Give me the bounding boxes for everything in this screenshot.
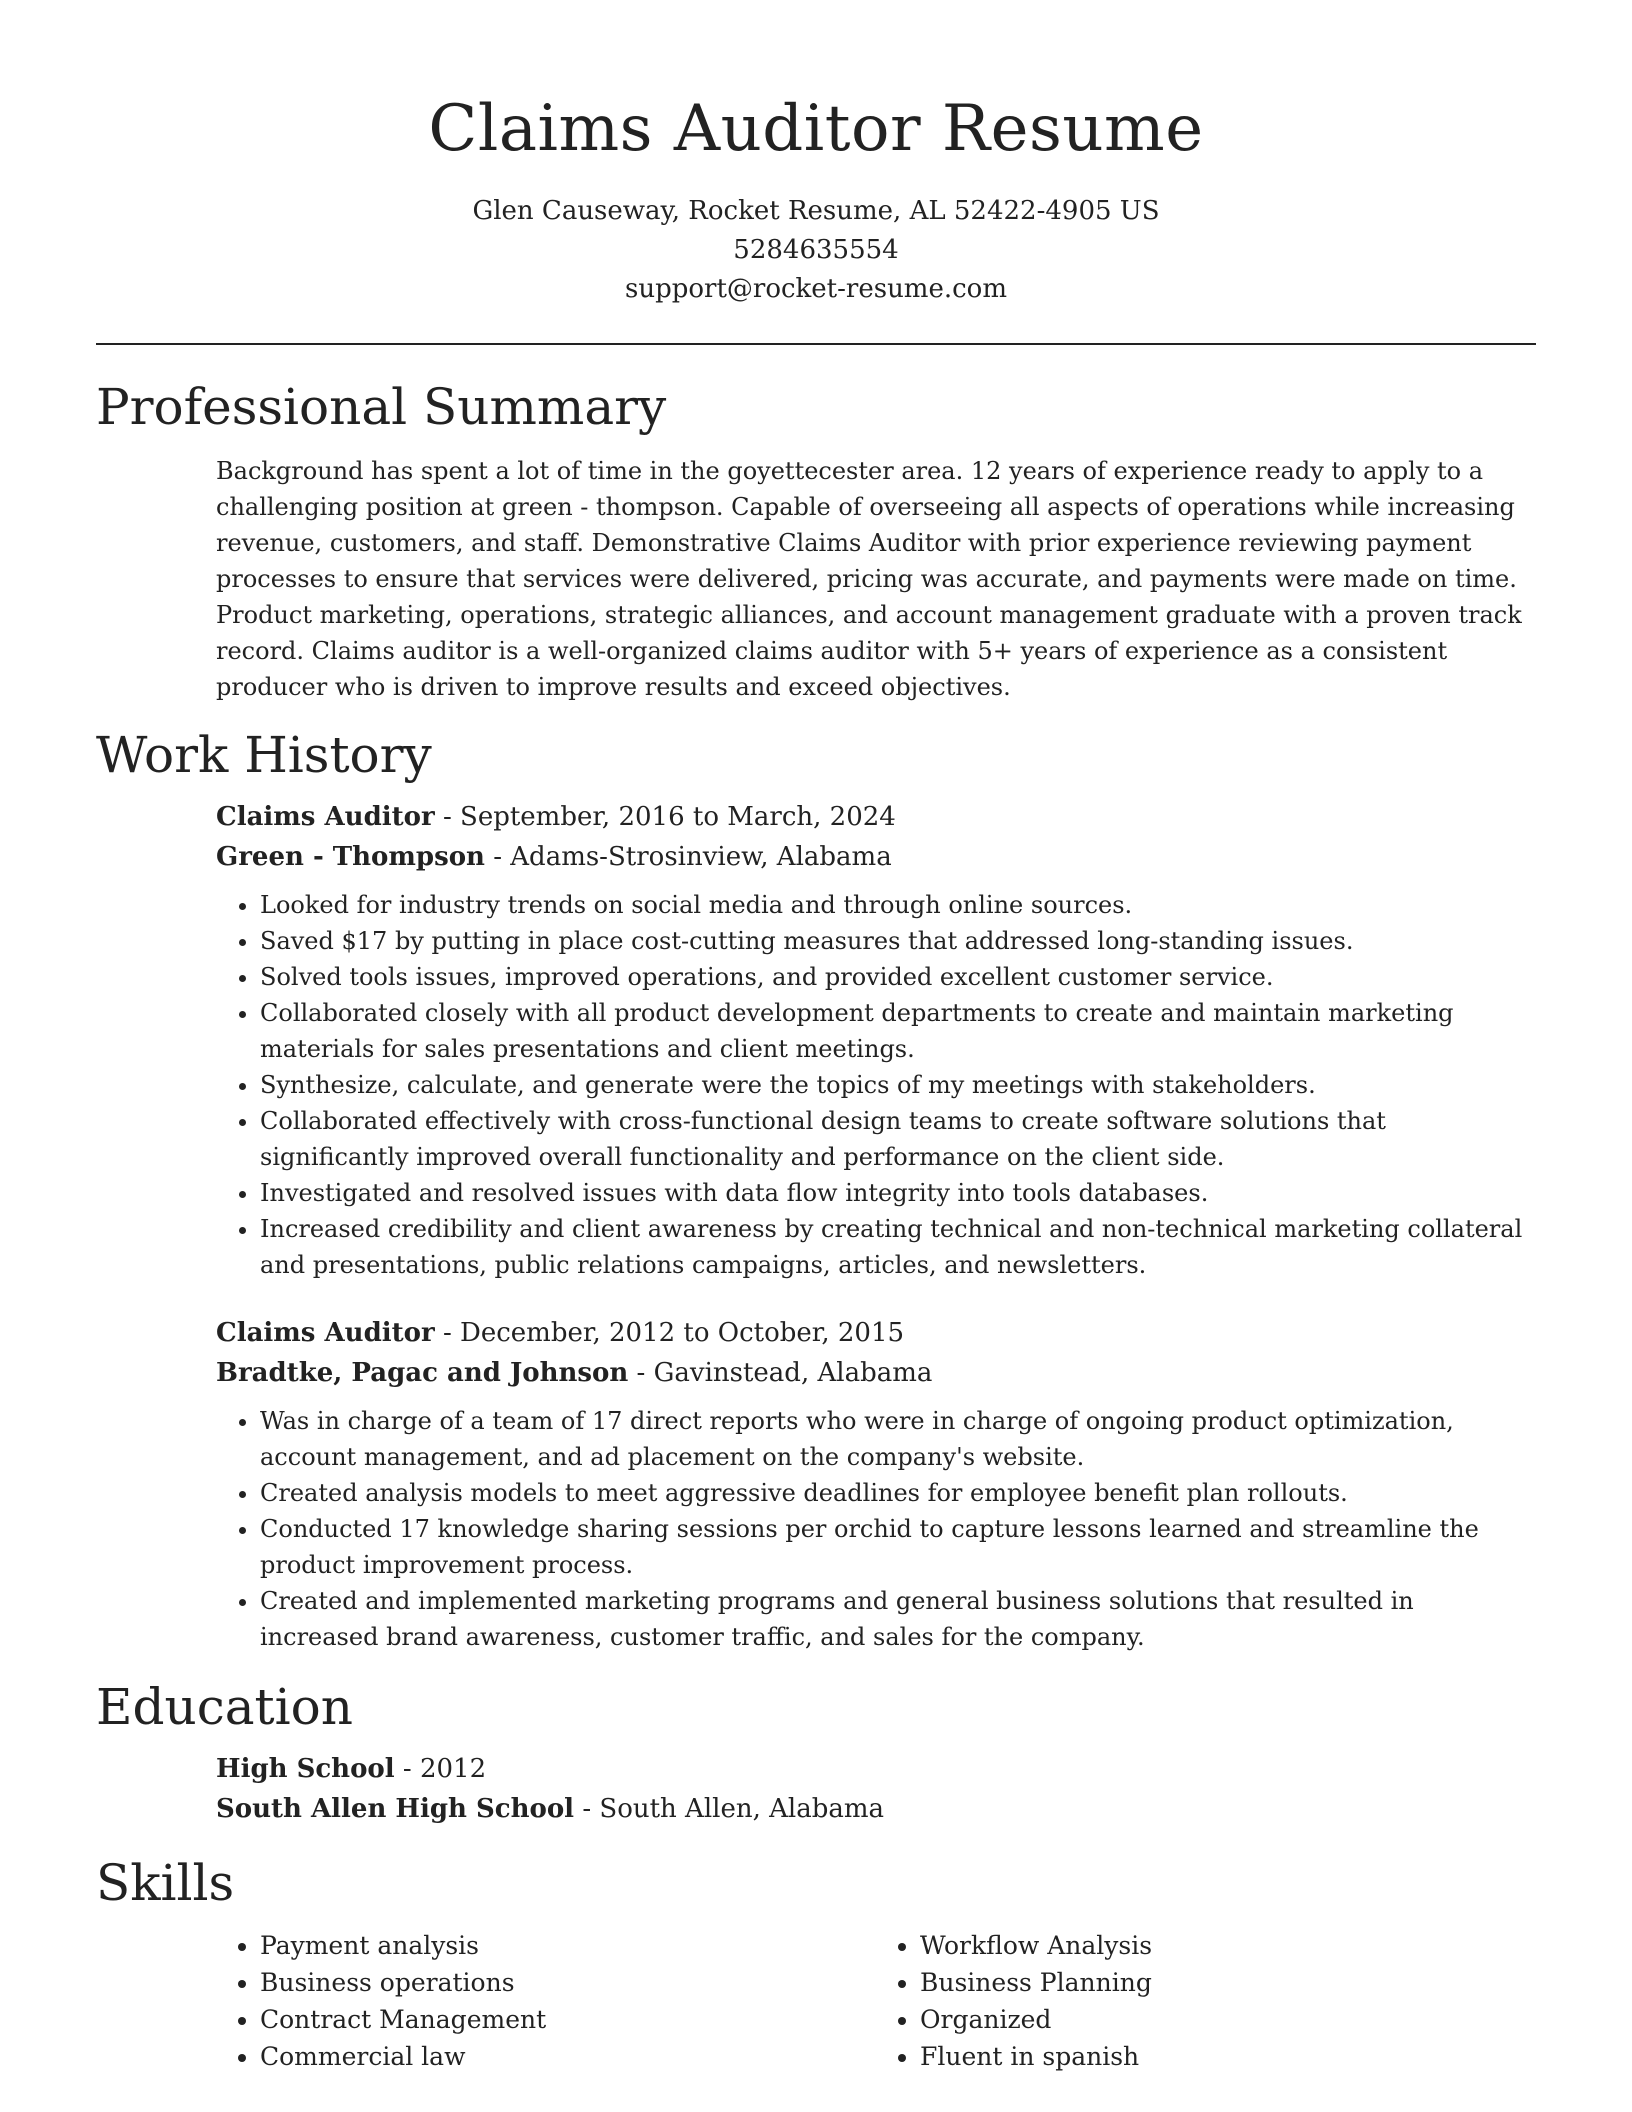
skill-item: • Workflow Analysis [920,1927,1536,1964]
list-item: • Solved tools issues, improved operations, and provided excellent customer service. [260,959,1536,995]
list-item: • Conducted 17 knowledge sharing sessions per orchid to capture lessons learned and streamline the product improvement process. [260,1511,1536,1583]
job-bullets [216,1403,1536,1655]
header-divider [96,343,1536,345]
graduation-year: - 2012 [394,1754,487,1784]
job-location: - Gavinstead, Alabama [628,1358,933,1388]
resume-page [96,0,1536,2075]
job-title-line [216,1313,1536,1353]
skill-item: • Payment analysis [260,1927,876,1964]
contact-phone: 5284635554 [733,235,899,265]
skills-list-left [216,1927,876,2075]
job-entry [216,797,1536,1283]
job-dates: - December, 2012 to October, 2015 [434,1318,905,1348]
skill-item: • Business Planning [920,1964,1536,2001]
job-company-line [216,1353,1536,1393]
job-title-line [216,797,1536,837]
degree-line [216,1749,1536,1789]
summary-heading: Professional Summary [96,378,667,436]
degree: High School [216,1754,395,1784]
skills-heading: Skills [96,1854,235,1912]
contact-email: support@rocket-resume.com [624,274,1007,304]
skill-item: • Fluent in spanish [920,2038,1536,2075]
job-title: Claims Auditor [216,802,435,832]
summary-section [96,375,1536,705]
contact-block [96,192,1536,309]
list-item: • Was in charge of a team of 17 direct reports who were in charge of ongoing product optimization, account management, and ad placement on the company's website. [260,1403,1536,1475]
list-item: • Collaborated effectively with cross-functional design teams to create software solutions that significantly improved overall functionality and performance on the client side. [260,1103,1536,1175]
list-item: • Synthesize, calculate, and generate were the topics of my meetings with stakeholders. [260,1067,1536,1103]
job-company: Bradtke, Pagac and Johnson [216,1358,629,1388]
job-entry [216,1313,1536,1655]
education-heading: Education [96,1678,353,1736]
skill-item: • Commercial law [260,2038,876,2075]
contact-address: Glen Causeway, Rocket Resume, AL 52422-4905 US [472,196,1160,226]
school-line [216,1789,1536,1829]
list-item: • Created analysis models to meet aggressive deadlines for employee benefit plan rollouts. [260,1475,1536,1511]
summary-text: Background has spent a lot of time in the goyettecester area. 12 years of experience ready to apply to a challenging position at green - thompson. Capable of overseeing all aspects of operations while increasing revenue, customers, and staff. Demonstrative Claims Auditor with prior experience reviewing payment processes to ensure that services were delivered, pricing was accurate, and payments were made on time. Product marketing, operations, strategic alliances, and account management graduate with a proven track record. Claims auditor is a well-organized claims auditor with 5+ years of experience as a consistent producer who is driven to improve results and exceed objectives. [216,457,1522,701]
list-item: • Investigated and resolved issues with data flow integrity into tools databases. [260,1175,1536,1211]
skill-item: • Business operations [260,1964,876,2001]
skills-section [96,1851,1536,2075]
list-item: • Created and implemented marketing programs and general business solutions that resulted in increased brand awareness, customer traffic, and sales for the company. [260,1583,1536,1655]
list-item: • Collaborated closely with all product development departments to create and maintain marketing materials for sales presentations and client meetings. [260,995,1536,1067]
skill-item: • Contract Management [260,2001,876,2038]
resume-header [96,0,1536,309]
education-section [96,1675,1536,1829]
job-company-line [216,837,1536,877]
list-item: • Increased credibility and client awareness by creating technical and non-technical marketing collateral and presentations, public relations campaigns, articles, and newsletters. [260,1211,1536,1283]
list-item: • Saved $17 by putting in place cost-cutting measures that addressed long-standing issues. [260,923,1536,959]
school-name: South Allen High School [216,1794,575,1824]
list-item: • Looked for industry trends on social media and through online sources. [260,887,1536,923]
school-location: - South Allen, Alabama [574,1794,885,1824]
skills-list-right [876,1927,1536,2075]
job-bullets [216,887,1536,1283]
job-dates: - September, 2016 to March, 2024 [434,802,896,832]
job-company: Green - Thompson [216,842,485,872]
skill-item: • Organized [920,2001,1536,2038]
work-heading: Work History [96,726,432,784]
page-title: Claims Auditor Resume [428,92,1204,166]
job-title: Claims Auditor [216,1318,435,1348]
work-section [96,723,1536,1655]
job-location: - Adams-Strosinview, Alabama [484,842,892,872]
